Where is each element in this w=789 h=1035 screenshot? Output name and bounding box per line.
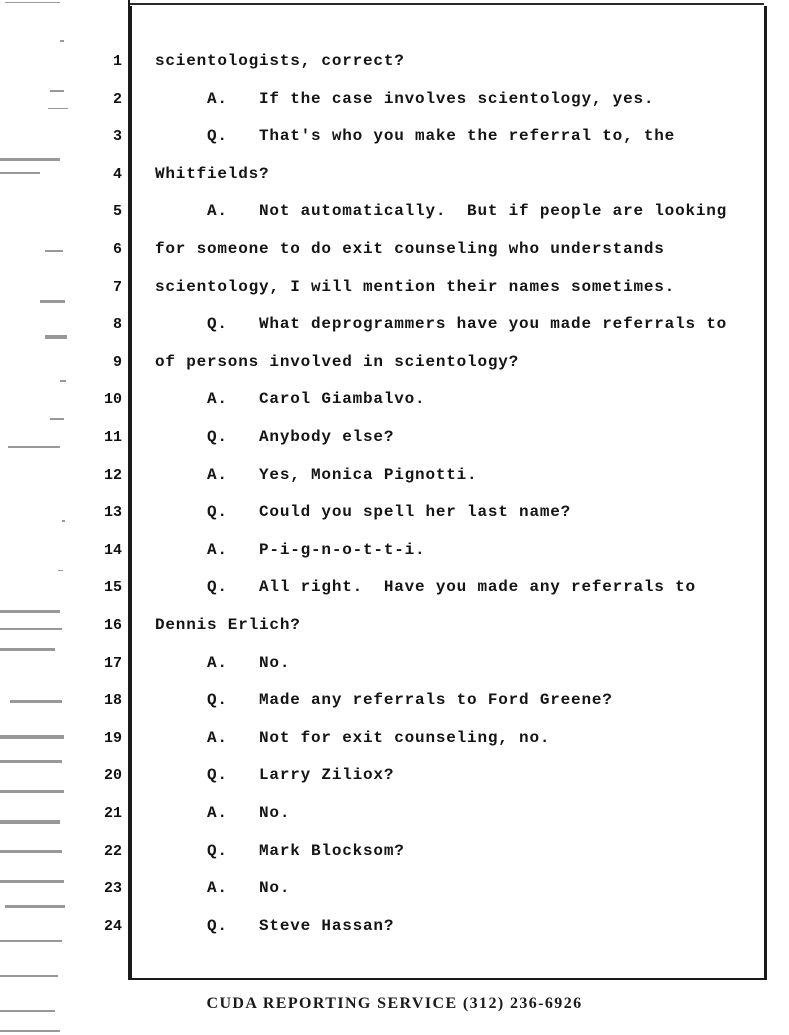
scan-speck [5,2,60,3]
transcript-line: Whitfields? [155,165,270,183]
transcript-line: A. No. [155,879,291,897]
reporting-service-footer: CUDA REPORTING SERVICE (312) 236-6926 [206,995,583,1012]
transcript-line: A. If the case involves scientology, yes. [155,90,655,108]
scan-speck [0,880,64,883]
scan-speck [0,735,64,739]
line-number: 21 [103,805,122,822]
line-number: 23 [103,880,122,897]
scan-speck [0,648,55,651]
scan-speck [62,520,65,522]
line-number: 15 [103,579,122,596]
transcript-line: Q. That's who you make the referral to, the [155,127,676,145]
line-number: 4 [112,166,122,183]
line-number: 14 [103,542,122,559]
line-number: 9 [112,354,122,371]
transcript-line: A. Carol Giambalvo. [155,390,426,408]
transcript-line: A. Not automatically. But if people are looking [155,202,728,220]
transcript-line: Q. Anybody else? [155,428,395,446]
scan-speck [0,1030,60,1032]
line-number: 10 [103,391,122,408]
transcript-line: A. P-i-g-n-o-t-t-i. [155,541,426,559]
scan-speck [8,446,60,448]
line-number: 12 [103,467,122,484]
scan-speck [0,172,40,174]
transcript-page-frame [130,6,767,980]
transcript-line: for someone to do exit counseling who understands [155,240,665,258]
line-number: 18 [103,692,122,709]
transcript-line: Q. All right. Have you made any referrals to [155,578,696,596]
transcript-line: A. No. [155,654,291,672]
scan-speck [48,108,68,109]
scan-speck [45,335,67,339]
scan-speck [50,90,64,92]
transcript-line: Q. What deprogrammers have you made referrals to [155,315,728,333]
line-number: 22 [103,843,122,860]
scan-speck [40,300,65,303]
transcript-line: of persons involved in scientology? [155,353,520,371]
line-number: 20 [103,767,122,784]
transcript-line: Dennis Erlich? [155,616,301,634]
scan-speck [5,905,65,908]
line-number: 7 [112,279,122,296]
transcript-line: Q. Made any referrals to Ford Greene? [155,691,613,709]
scan-speck [0,610,60,613]
transcript-line: Q. Mark Blocksom? [155,842,405,860]
transcript-line: scientology, I will mention their names sometimes. [155,278,676,296]
scan-speck [50,418,64,420]
scan-speck [58,570,63,571]
scan-speck [60,40,64,42]
line-number: 11 [103,429,122,446]
line-number: 17 [103,655,122,672]
line-number: 24 [103,918,122,935]
transcript-line: scientologists, correct? [155,52,405,70]
transcript-line: Q. Could you spell her last name? [155,503,572,521]
scan-speck [0,850,62,853]
line-number: 8 [112,316,122,333]
transcript-line: A. Not for exit counseling, no. [155,729,551,747]
scan-speck [0,158,60,161]
scan-speck [0,760,62,763]
line-number-rule [128,0,130,980]
line-number: 13 [103,504,122,521]
line-number: 5 [112,203,122,220]
scan-speck [0,975,58,977]
line-number: 6 [112,241,122,258]
transcript-line: A. No. [155,804,291,822]
transcript-line: Q. Steve Hassan? [155,917,395,935]
transcript-line: A. Yes, Monica Pignotti. [155,466,478,484]
scan-speck [0,628,62,630]
scan-speck [0,790,64,793]
line-number: 1 [112,53,122,70]
page-top-rule [128,3,764,5]
scan-speck [60,380,66,382]
line-number: 3 [112,128,122,145]
scan-speck [0,820,60,824]
scan-speck [0,940,62,942]
scan-speck [10,700,62,703]
line-number: 2 [112,91,122,108]
line-number: 19 [103,730,122,747]
scan-speck [45,250,63,252]
line-number: 16 [103,617,122,634]
transcript-line: Q. Larry Ziliox? [155,766,395,784]
scan-margin-noise [0,0,70,1035]
